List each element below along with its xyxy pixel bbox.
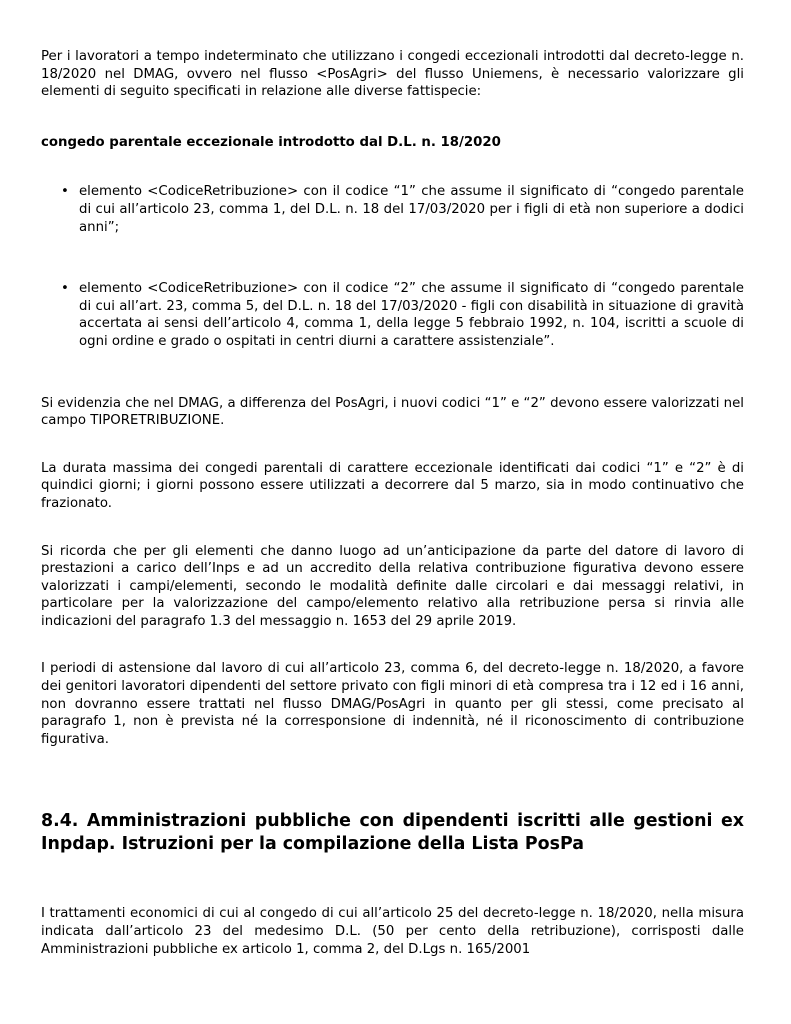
section-heading: 8.4. Amministrazioni pubbliche con dipendenti iscritti alle gestioni ex Inpdap. Istruzioni per la compilazione della Lista PosPa [41, 811, 744, 855]
bullet-list [41, 183, 744, 350]
list-item [41, 183, 744, 236]
intro-paragraph: Per i lavoratori a tempo indeterminato che utilizzano i congedi eccezionali introdotti dal decreto-legge n. 18/2020 nel DMAG, ovvero nel flusso <PosAgri> del flusso Uniemens, è necessario valorizzare gli elementi di seguito specificati in relazione alle diverse fattispecie: [41, 49, 744, 100]
list-item [41, 280, 744, 350]
document-page [41, 48, 744, 958]
bullet-text: elemento <CodiceRetribuzione> con il codice “1” che assume il significato di “congedo parentale di cui all’articolo 23, comma 1, del D.L. n. 18 del 17/03/2020 per i figli di età non superiore a dodici anni”; [79, 184, 744, 235]
bullet-icon: • [61, 281, 69, 297]
paragraph: Si ricorda che per gli elementi che danno luogo ad un’anticipazione da parte del datore di lavoro di prestazioni a carico dell’Inps e ad un accredito della relativa contribuzione figurativa devono essere valorizzati i campi/elementi, secondo le modalità definite dalle circolari e dai messaggi relativi, in particolare per la valorizzazione del campo/elemento relativo alla retribuzione persa si rinvia alle indicazioni del paragrafo 1.3 del messaggio n. 1653 del 29 aprile 2019. [41, 543, 744, 629]
paragraph: La durata massima dei congedi parentali di carattere eccezionale identificati dai codici “1” e “2” è di quindici giorni; i giorni possono essere utilizzati a decorrere dal 5 marzo, sia in modo continuativo che frazionato. [41, 460, 744, 511]
bullet-text: elemento <CodiceRetribuzione> con il codice “2” che assume il significato di “congedo parentale di cui all’art. 23, comma 5, del D.L. n. 18 del 17/03/2020 - figli con disabilità in situazione di gravità accertata ai sensi dell’articolo 4, comma 1, della legge 5 febbraio 1992, n. 104, iscritti a scuole di ogni ordine e grado o ospitati in centri diurni a carattere assistenziale”. [79, 281, 744, 349]
final-paragraph: I trattamenti economici di cui al congedo di cui all’articolo 25 del decreto-legge n. 18/2020, nella misura indicata dall’articolo 23 del medesimo D.L. (50 per cento della retribuzione), corrisposti dalle Amministrazioni pubbliche ex articolo 1, comma 2, del D.Lgs n. 165/2001 [41, 906, 744, 957]
paragraph: I periodi di astensione dal lavoro di cui all’articolo 23, comma 6, del decreto-legge n. 18/2020, a favore dei genitori lavoratori dipendenti del settore privato con figli minori di età compresa tra i 12 ed i 16 anni, non dovranno essere trattati nel flusso DMAG/PosAgri in quanto per gli stessi, come precisato al paragrafo 1, non è prevista né la corresponsione di indennità, né il riconoscimento di contribuzione figurativa. [41, 661, 744, 747]
bullet-icon: • [61, 184, 69, 200]
paragraph: Si evidenzia che nel DMAG, a differenza del PosAgri, i nuovi codici “1” e “2” devono essere valorizzati nel campo TIPORETRIBUZIONE. [41, 395, 744, 429]
subheading: congedo parentale eccezionale introdotto dal D.L. n. 18/2020 [41, 134, 501, 150]
